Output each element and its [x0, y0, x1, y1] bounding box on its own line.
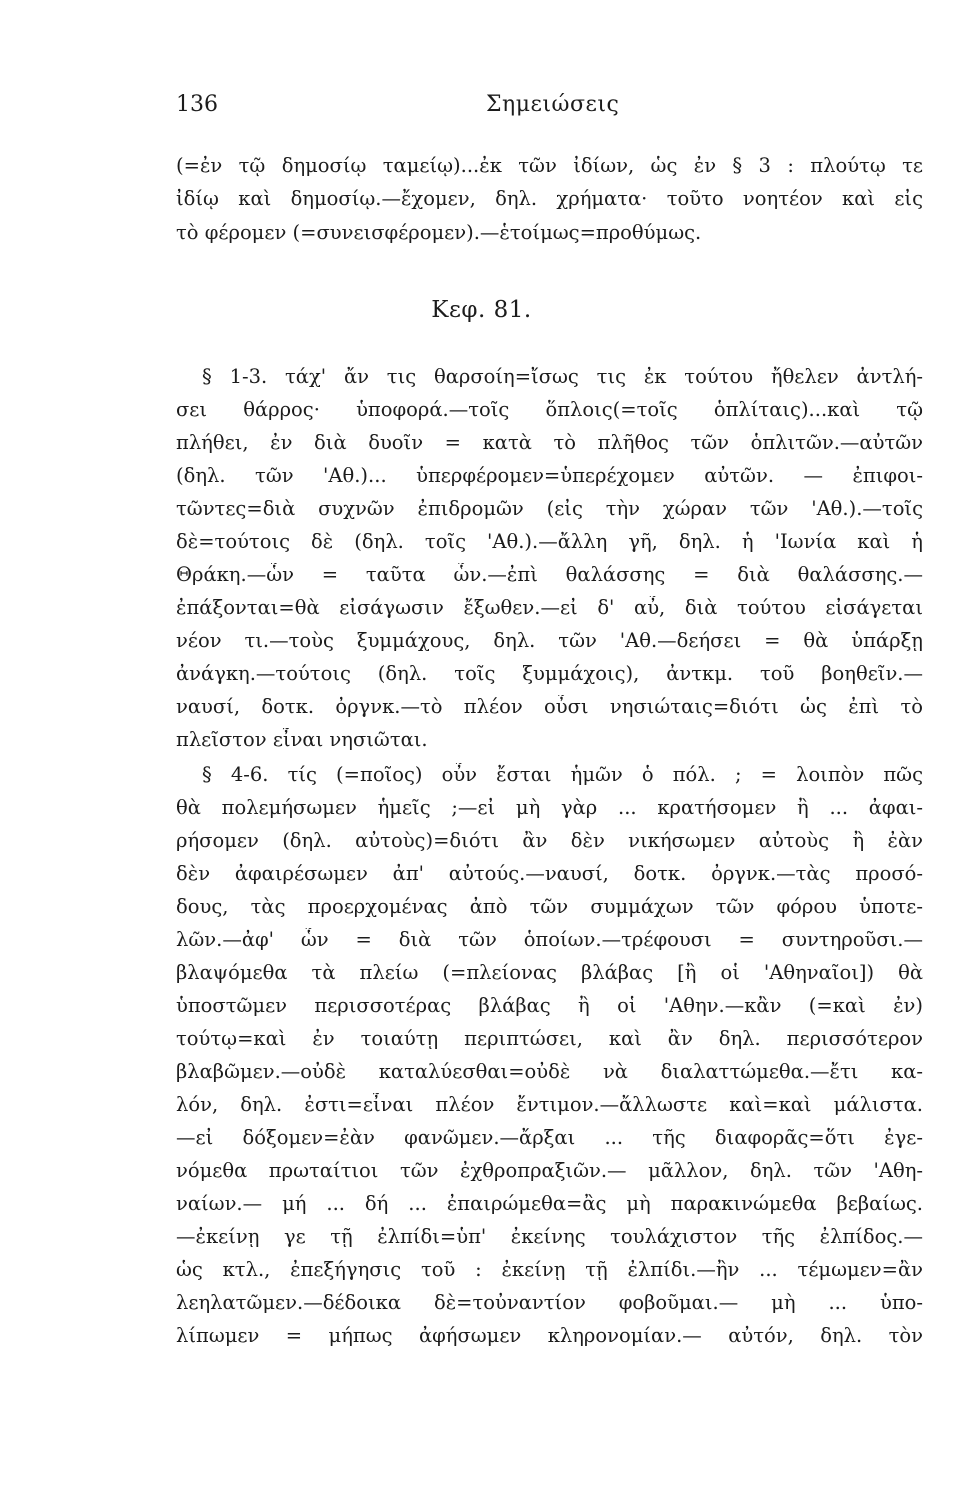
page-number: 136: [176, 92, 218, 117]
text-line: νέον τι.—τοὺς ξυμμάχους, δηλ. τῶν 'Αθ.—δεήσει = θὰ ὑπάρξῃ: [176, 629, 923, 652]
chapter-heading: Κεφ. 81.: [431, 297, 532, 323]
text-line: βλαβῶμεν.—οὐδὲ καταλύεσθαι=οὐδὲ νὰ διαλαττώμεθα.—ἔτι κα-: [176, 1060, 923, 1083]
text-line: ἐπάξονται=θὰ εἰσάγωσιν ἔξωθεν.—εἰ δ' αὖ, διὰ τούτου εἰσάγεται: [176, 596, 923, 619]
text-line: (=ἐν τῷ δημοσίῳ ταμείῳ)...ἐκ τῶν ἰδίων, ὡς ἐν § 3 : πλούτῳ τε: [176, 154, 923, 177]
text-line: § 1-3. τάχ' ἄν τις θαρσοίη=ἴσως τις ἐκ τούτου ἤθελεν ἀντλή-: [202, 365, 923, 388]
text-line: πλεῖστον εἶναι νησιῶται.: [176, 728, 428, 751]
text-line: λῶν.—ἀφ' ὧν = διὰ τῶν ὁποίων.—τρέφουσι = συντηροῦσι.—: [176, 928, 923, 951]
text-line: ναίων.— μή ... δή ... ἐπαιρώμεθα=ἂς μὴ παρακινώμεθα βεβαίως.: [176, 1192, 923, 1215]
text-line: δους, τὰς προερχομένας ἀπὸ τῶν συμμάχων τῶν φόρου ὑποτε-: [176, 895, 923, 918]
page-header: [176, 92, 925, 122]
text-line: ἰδίῳ καὶ δημοσίῳ.—ἔχομεν, δηλ. χρήματα· τοῦτο νοητέον καὶ εἰς: [176, 187, 923, 210]
text-line: θὰ πολεμήσωμεν ἡμεῖς ;—εἰ μὴ γὰρ ... κρατήσομεν ἢ ... ἀφαι-: [176, 796, 923, 819]
text-line: ναυσί, δοτκ. ὀργνκ.—τὸ πλέον οὖσι νησιώταις=διότι ὡς ἐπὶ τὸ: [176, 695, 923, 718]
text-line: τούτῳ=καὶ ἐν τοιαύτῃ περιπτώσει, καὶ ἂν δηλ. περισσότερον: [176, 1027, 923, 1050]
text-line: λόν, δηλ. ἐστι=εἶναι πλέον ἔντιμον.—ἄλλωστε καὶ=καὶ μάλιστα.: [176, 1093, 923, 1116]
text-line: —εἰ δόξομεν=ἐὰν φανῶμεν.—ἄρξαι ... τῆς διαφορᾶς=ὅτι ἐγε-: [176, 1126, 923, 1149]
text-line: δὲ=τούτοις δὲ (δηλ. τοῖς 'Αθ.).—ἄλλη γῆ, δηλ. ἡ 'Ιωνία καὶ ἡ: [176, 530, 923, 553]
text-line: § 4-6. τίς (=ποῖος) οὖν ἔσται ἡμῶν ὁ πόλ. ; = λοιπὸν πῶς: [202, 763, 923, 786]
text-line: Θράκη.—ὧν = ταῦτα ὧν.—ἐπὶ θαλάσσης = διὰ θαλάσσης.—: [176, 563, 923, 586]
text-line: τὸ φέρομεν (=συνεισφέρομεν).—ἑτοίμως=προθύμως.: [176, 221, 702, 244]
text-line: σει θάρρος· ὑποφορά.—τοῖς ὅπλοις(=τοῖς ὁπλίταις)...καὶ τῷ: [176, 398, 923, 421]
text-line: (δηλ. τῶν 'Αθ.)... ὑπερφέρομεν=ὑπερέχομεν αὐτῶν. — ἐπιφοι-: [176, 464, 923, 487]
text-line: βλαψόμεθα τὰ πλείω (=πλείονας βλάβας [ἢ οἱ 'Αθηναῖοι]) θὰ: [176, 961, 923, 984]
text-line: τῶντες=διὰ συχνῶν ἐπιδρομῶν (εἰς τὴν χώραν τῶν 'Αθ.).—τοῖς: [176, 497, 923, 520]
running-title: Σημειώσεις: [486, 92, 620, 117]
text-line: πλήθει, ἐν διὰ δυοῖν = κατὰ τὸ πλῆθος τῶν ὁπλιτῶν.—αὐτῶν: [176, 431, 923, 454]
text-line: —ἐκείνῃ γε τῇ ἐλπίδι=ὑπ' ἐκείνης τουλάχιστον τῆς ἐλπίδος.—: [176, 1225, 923, 1248]
text-line: ὑποστῶμεν περισσοτέρας βλάβας ἢ οἱ 'Αθην.—κἂν (=καὶ ἐν): [176, 994, 923, 1017]
text-line: δὲν ἀφαιρέσωμεν ἀπ' αὐτούς.—ναυσί, δοτκ. ὀργνκ.—τὰς προσό-: [176, 862, 923, 885]
text-line: λίπωμεν = μήπως ἀφήσωμεν κληρονομίαν.— αὐτόν, δηλ. τὸν: [176, 1324, 923, 1347]
text-line: λεηλατῶμεν.—δέδοικα δὲ=τοὐναντίον φοβοῦμαι.— μὴ ... ὑπο-: [176, 1291, 923, 1314]
text-line: ἀνάγκη.—τούτοις (δηλ. τοῖς ξυμμάχοις), ἀντκμ. τοῦ βοηθεῖν.—: [176, 662, 923, 685]
text-line: ρήσομεν (δηλ. αὐτοὺς)=διότι ἂν δὲν νικήσωμεν αὐτοὺς ἢ ἐὰν: [176, 829, 923, 852]
text-line: ὡς κτλ., ἐπεξήγησις τοῦ : ἐκείνῃ τῇ ἐλπίδι.—ἢν ... τέμωμεν=ἂν: [176, 1258, 923, 1281]
text-line: νόμεθα πρωταίτιοι τῶν ἐχθροπραξιῶν.— μᾶλλον, δηλ. τῶν 'Αθη-: [176, 1159, 923, 1182]
